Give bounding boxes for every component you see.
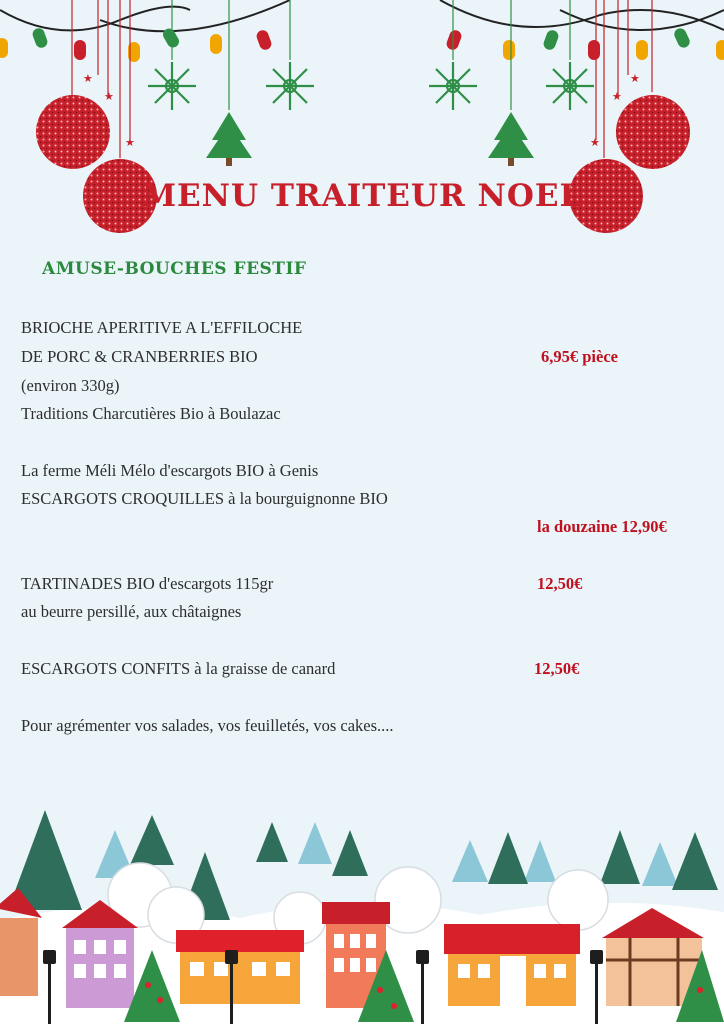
- snowflake-icons: [148, 62, 594, 110]
- house-5-icon: [444, 924, 580, 1006]
- item-2-price: la douzaine 12,90€: [537, 517, 667, 536]
- section-title: AMUSE-BOUCHES FESTIF: [42, 259, 307, 279]
- item-2-line-2: ESCARGOTS CROQUILLES à la bourguignonne BIO: [21, 489, 388, 508]
- house-3-icon: [176, 930, 304, 1004]
- footer-note: Pour agrémenter vos salades, vos feuilletés, vos cakes....: [21, 716, 394, 735]
- winter-village-decoration: [0, 800, 724, 1024]
- item-1-price: 6,95€ pièce: [541, 347, 618, 366]
- item-3-line-2: au beurre persillé, aux châtaignes: [21, 602, 242, 621]
- item-1-line-2: DE PORC & CRANBERRIES BIO: [21, 347, 258, 366]
- string-lights-right-icon: [445, 26, 724, 60]
- item-3-line-1: TARTINADES BIO d'escargots 115gr: [21, 574, 274, 593]
- svg-text:★: ★: [83, 72, 93, 85]
- item-1-line-3: (environ 330g): [21, 376, 120, 395]
- item-2-line-1: La ferme Méli Mélo d'escargots BIO à Genis: [21, 461, 319, 480]
- svg-text:★: ★: [630, 72, 640, 85]
- item-4-line-1: ESCARGOTS CONFITS à la graisse de canard: [21, 659, 336, 678]
- svg-text:★: ★: [612, 90, 622, 103]
- item-4-price: 12,50€: [534, 659, 580, 678]
- hanging-tree-icons: [206, 112, 534, 166]
- string-lights-left-icon: [0, 26, 273, 62]
- svg-text:★: ★: [590, 136, 600, 149]
- item-3-price: 12,50€: [537, 574, 583, 593]
- svg-text:★: ★: [125, 136, 135, 149]
- page-title: MENU TRAITEUR NOEL: [141, 178, 583, 214]
- item-1-line-1: BRIOCHE APERITIVE A L'EFFILOCHE: [21, 318, 303, 337]
- svg-text:★: ★: [104, 90, 114, 103]
- item-1-line-4: Traditions Charcutières Bio à Boulazac: [21, 404, 281, 423]
